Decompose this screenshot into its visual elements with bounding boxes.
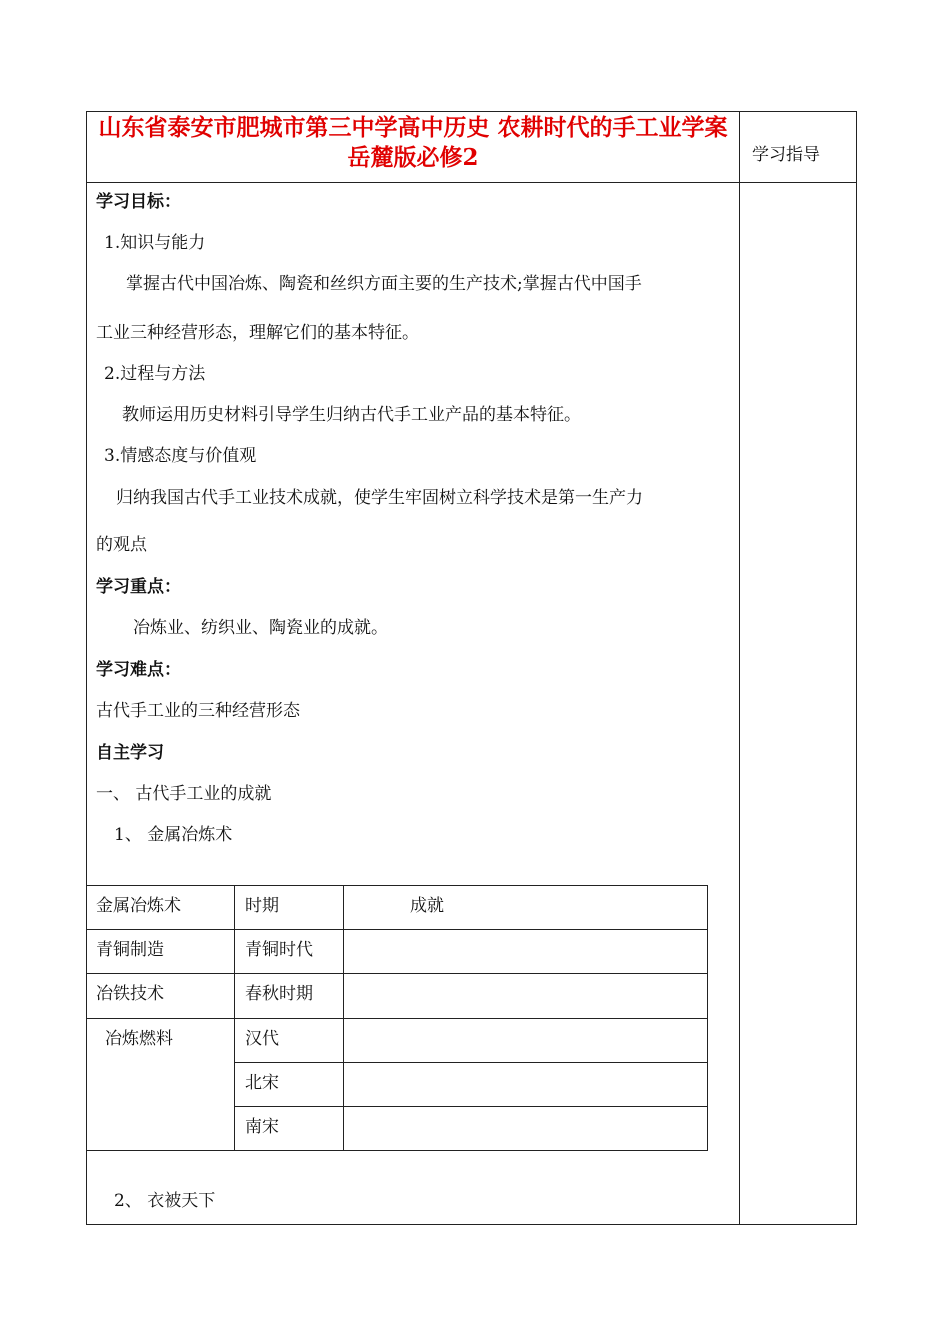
table-header-period: 时期 [245,896,279,916]
table-cell-period: 春秋时期 [245,984,313,1004]
study-guide-label: 学习指导 [752,145,820,165]
header-divider [86,182,857,183]
goal-1-title: 1.知识与能力 [104,233,206,253]
document-title: 山东省泰安市肥城市第三中学高中历史 农耕时代的手工业学案 岳麓版必修2 [98,114,728,171]
table-row-line [86,973,708,974]
goal-3-line-1: 归纳我国古代手工业技术成就，使学生牢固树立科学技术是第一生产力 [116,488,643,508]
table-cell-item: 青铜制造 [96,940,164,960]
goal-2-title: 2.过程与方法 [104,364,206,384]
self-study-heading: 自主学习 [96,743,164,763]
goal-3-line-2: 的观点 [96,535,147,555]
table-cell-item: 冶炼燃料 [105,1029,173,1049]
subsection-2-title: 2、 衣被天下 [114,1191,216,1211]
subsection-1-title: 1、 金属冶炼术 [114,825,233,845]
table-header-achievement: 成就 [410,896,444,916]
table-cell-item: 冶铁技术 [96,984,164,1004]
goal-2-text: 教师运用历史材料引导学生归纳古代手工业产品的基本特征。 [122,405,581,425]
table-row-line [86,1018,708,1019]
table-header-item: 金属冶炼术 [96,896,181,916]
table-cell-period: 南宋 [245,1117,279,1137]
goal-3-title: 3.情感态度与价值观 [104,446,257,466]
table-row-line [86,929,708,930]
table-row-line [234,1062,708,1063]
goals-heading: 学习目标： [96,192,181,212]
difficulty-text: 古代手工业的三种经营形态 [96,701,300,721]
table-cell-period: 北宋 [245,1073,279,1093]
table-cell-period: 青铜时代 [245,940,313,960]
column-divider [739,111,740,1225]
table-cell-period: 汉代 [245,1029,279,1049]
section-1-title: 一、 古代手工业的成就 [96,784,272,804]
focus-heading: 学习重点： [96,577,181,597]
focus-text: 冶炼业、纺织业、陶瓷业的成就。 [133,618,388,638]
difficulty-heading: 学习难点： [96,660,181,680]
metallurgy-table [86,885,708,1151]
goal-1-line-1: 掌握古代中国冶炼、陶瓷和丝织方面主要的生产技术;掌握古代中国手 [126,274,642,294]
goal-1-line-2: 工业三种经营形态，理解它们的基本特征。 [96,323,419,343]
table-row-line [234,1106,708,1107]
